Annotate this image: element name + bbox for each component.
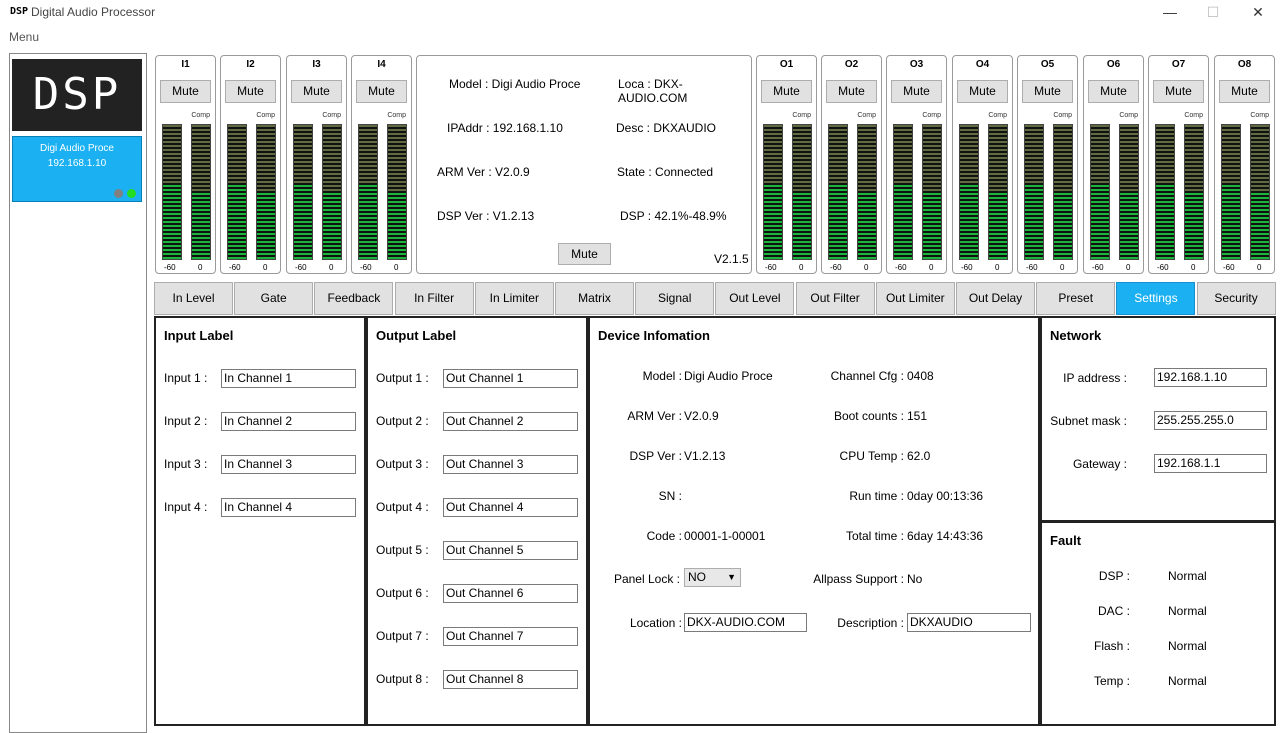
subnet-mask-input[interactable]: 255.255.255.0 [1154,411,1267,430]
network-panel [1040,316,1276,522]
meter-scale-min: -60 [1223,263,1235,272]
channel-cfg-label: Channel Cfg : [830,369,904,383]
comp-label: Comp [1119,112,1138,119]
input-name-field[interactable]: In Channel 2 [221,412,356,431]
channel-name: O5 [1040,59,1055,70]
level-meter-fill [960,185,978,259]
input-label-panel [154,316,366,726]
meter-scale-min: -60 [164,263,176,272]
tab-in-filter[interactable]: In Filter [395,282,474,315]
tab-preset[interactable]: Preset [1036,282,1115,315]
channel-strip [821,55,882,274]
input-label: Input 3 : [164,457,208,471]
meter-scale-max: 0 [995,263,1000,272]
comp-meter-fill [923,192,941,259]
channel-mute-button[interactable]: Mute [826,80,877,103]
channel-strip [286,55,347,274]
comp-label: Comp [322,112,341,119]
network-title: Network [1050,328,1102,343]
level-meter [1155,124,1175,260]
level-meter-fill [1156,185,1174,259]
comp-meter [256,124,276,260]
fault-status: Normal [1168,604,1207,618]
channel-mute-button[interactable]: Mute [761,80,812,103]
level-meter-fill [894,185,912,259]
tab-out-limiter[interactable]: Out Limiter [876,282,955,315]
input-name-field[interactable]: In Channel 4 [221,498,356,517]
dsp-ver-value: V1.2.13 [684,449,726,463]
channel-mute-button[interactable]: Mute [1219,80,1270,103]
title-bar [0,0,1281,26]
arm-ver-value: V2.0.9 [684,409,719,423]
input-label: Input 4 : [164,500,208,514]
level-meter [1221,124,1241,260]
summary-dsp-ver: DSP Ver : V1.2.13 [437,209,535,223]
channel-name: O3 [909,59,924,70]
sn-label: SN : [658,489,682,503]
channel-name: O2 [844,59,859,70]
fault-label: DAC : [1097,604,1130,618]
channel-name: O7 [1171,59,1186,70]
tab-bar [154,282,1276,316]
meter-scale-max: 0 [1126,263,1131,272]
output-label: Output 7 : [376,629,429,643]
comp-label: Comp [1184,112,1203,119]
channel-strip [952,55,1013,274]
meter-scale-max: 0 [263,263,268,272]
input-name-field[interactable]: In Channel 1 [221,369,356,388]
output-label: Output 3 : [376,457,429,471]
comp-meter-fill [192,192,210,259]
meter-scale-min: -60 [961,263,973,272]
panel-lock-value: NO [688,570,706,584]
level-meter-fill [359,185,377,259]
channel-mute-button[interactable]: Mute [356,80,407,103]
run-time-value: 0day 00:13:36 [907,489,984,503]
output-label-panel [366,316,588,726]
fault-status: Normal [1168,639,1207,653]
summary-model: Model : Digi Audio Proce [449,77,581,91]
meter-scale-max: 0 [394,263,399,272]
channel-name: I1 [181,59,190,70]
comp-label: Comp [256,112,275,119]
comp-meter [857,124,877,260]
device-ip: 192.168.1.10 [47,158,107,169]
comp-meter [922,124,942,260]
meter-scale-max: 0 [1257,263,1262,272]
level-meter [227,124,247,260]
summary-desc: Desc : DKXAUDIO [616,121,717,135]
channel-strip [756,55,817,274]
tab-security[interactable]: Security [1197,282,1276,315]
level-meter-fill [294,185,312,259]
output-label: Output 5 : [376,543,429,557]
maximize-button[interactable]: ☐ [1206,4,1220,20]
status-dot-icon [114,189,123,198]
tab-settings[interactable]: Settings [1116,282,1195,315]
level-meter-fill [163,185,181,259]
output-name-field[interactable]: Out Channel 2 [443,412,578,431]
fault-label: Temp : [1093,674,1130,688]
comp-meter-fill [388,192,406,259]
channel-mute-button[interactable]: Mute [957,80,1008,103]
meter-scale-max: 0 [329,263,334,272]
input-label: Input 2 : [164,414,208,428]
channel-name: I3 [312,59,321,70]
tab-feedback[interactable]: Feedback [314,282,393,315]
comp-label: Comp [191,112,210,119]
total-time-value: 6day 14:43:36 [907,529,984,543]
channel-strip [220,55,281,274]
channel-name: I2 [246,59,255,70]
level-meter [828,124,848,260]
comp-label: Comp [1250,112,1269,119]
channel-strip [1148,55,1209,274]
channel-strip [155,55,216,274]
comp-meter [387,124,407,260]
output-label: Output 2 : [376,414,429,428]
tab-in-level[interactable]: In Level [154,282,233,315]
output-label: Output 6 : [376,586,429,600]
connected-dot-icon [127,189,136,198]
level-meter-fill [1025,185,1043,259]
comp-label: Comp [387,112,406,119]
comp-label: Comp [922,112,941,119]
code-label: Code : [646,529,682,543]
level-meter-fill [228,185,246,259]
tab-out-filter[interactable]: Out Filter [796,282,875,315]
channel-strip [351,55,412,274]
dsp-ver-label: DSP Ver : [629,449,682,463]
level-meter [763,124,783,260]
device-list-panel [9,53,147,733]
ip-address-label: IP address : [1063,371,1127,385]
input-name-field[interactable]: In Channel 3 [221,455,356,474]
channel-strip [1214,55,1275,274]
comp-meter-fill [1185,192,1203,259]
comp-meter-fill [1054,192,1072,259]
meter-scale-min: -60 [895,263,907,272]
level-meter-fill [764,185,782,259]
output-name-field[interactable]: Out Channel 5 [443,541,578,560]
channel-strip [886,55,947,274]
meter-scale-max: 0 [864,263,869,272]
comp-meter [1184,124,1204,260]
tab-out-delay[interactable]: Out Delay [956,282,1035,315]
channel-mute-button[interactable]: Mute [1022,80,1073,103]
fault-label: Flash : [1093,639,1130,653]
gateway-label: Gateway : [1072,457,1127,471]
device-name: Digi Audio Proce [40,143,114,154]
level-meter [959,124,979,260]
arm-ver-label: ARM Ver : [627,409,682,423]
meter-scale-min: -60 [229,263,241,272]
tab-matrix[interactable]: Matrix [555,282,634,315]
gateway-input[interactable]: 192.168.1.1 [1154,454,1267,473]
output-name-field[interactable]: Out Channel 8 [443,670,578,689]
level-meter [1090,124,1110,260]
tab-out-level[interactable]: Out Level [715,282,794,315]
level-meter-fill [1222,185,1240,259]
meter-scale-min: -60 [1157,263,1169,272]
cpu-temp-label: CPU Temp : [839,449,904,463]
cpu-temp-value: 62.0 [907,449,931,463]
comp-label: Comp [857,112,876,119]
input-label-title: Input Label [164,328,234,343]
comp-meter-fill [858,192,876,259]
meter-scale-max: 0 [1191,263,1196,272]
comp-meter [322,124,342,260]
meter-scale-min: -60 [1092,263,1104,272]
input-label: Input 1 : [164,371,208,385]
channel-name: O6 [1106,59,1121,70]
fault-label: DSP : [1098,569,1130,583]
tab-gate[interactable]: Gate [234,282,313,315]
fault-panel [1040,521,1276,726]
channel-name: I4 [377,59,386,70]
output-name-field[interactable]: Out Channel 1 [443,369,578,388]
tab-in-limiter[interactable]: In Limiter [475,282,554,315]
channel-cfg-value: 0408 [907,369,934,383]
device-info-title: Device Infomation [598,328,710,343]
meter-scale-max: 0 [929,263,934,272]
level-meter [293,124,313,260]
level-meter [358,124,378,260]
menu[interactable]: Menu [9,30,40,44]
channel-name: O4 [975,59,990,70]
tab-signal[interactable]: Signal [635,282,714,315]
fault-title: Fault [1050,533,1082,548]
meter-scale-min: -60 [295,263,307,272]
meter-scale-max: 0 [1060,263,1065,272]
output-name-field[interactable]: Out Channel 7 [443,627,578,646]
comp-meter [792,124,812,260]
dsp-logo: DSP [12,59,142,131]
allpass-label: Allpass Support : [813,572,904,586]
software-version: V2.1.5 [714,252,749,266]
channel-strip [1083,55,1144,274]
description-input[interactable]: DKXAUDIO [907,613,1031,632]
panel-lock-select[interactable] [684,568,741,587]
location-label: Location : [629,616,682,630]
comp-meter [1053,124,1073,260]
model-label: Model : [642,369,682,383]
ip-address-input[interactable]: 192.168.1.10 [1154,368,1267,387]
fault-status: Normal [1168,674,1207,688]
boot-counts-label: Boot counts : [833,409,904,423]
comp-label: Comp [792,112,811,119]
output-label-title: Output Label [376,328,457,343]
channel-mute-button[interactable]: Mute [291,80,342,103]
model-value: Digi Audio Proce [684,369,773,383]
output-label: Output 1 : [376,371,429,385]
comp-meter [191,124,211,260]
panel-lock-label: Panel Lock : [613,572,680,586]
allpass-value: No [907,572,923,586]
boot-counts-value: 151 [907,409,928,423]
total-time-label: Total time : [845,529,904,543]
channel-mute-button[interactable]: Mute [225,80,276,103]
comp-meter-fill [1251,192,1269,259]
comp-meter-fill [793,192,811,259]
window-title: Digital Audio Processor [31,5,156,19]
output-name-field[interactable]: Out Channel 3 [443,455,578,474]
output-label: Output 4 : [376,500,429,514]
close-button[interactable]: ✕ [1252,4,1264,20]
device-summary-box [416,55,752,274]
location-input[interactable]: DKX-AUDIO.COM [684,613,807,632]
output-label: Output 8 : [376,672,429,686]
channel-strip [1017,55,1078,274]
summary-ip: IPAddr : 192.168.1.10 [447,121,563,135]
meter-scale-max: 0 [799,263,804,272]
channel-mute-button[interactable]: Mute [1153,80,1204,103]
description-label: Description : [837,616,904,630]
comp-meter-fill [257,192,275,259]
app-logo-icon: DSP [10,6,29,17]
comp-meter-fill [323,192,341,259]
comp-label: Comp [1053,112,1072,119]
summary-location: Loca : DKX-AUDIO.COM [618,77,688,105]
meter-scale-max: 0 [198,263,203,272]
level-meter [893,124,913,260]
master-mute-button[interactable]: Mute [558,243,611,265]
meter-scale-min: -60 [1026,263,1038,272]
channel-mute-button[interactable]: Mute [891,80,942,103]
minimize-button[interactable]: — [1163,4,1177,20]
channel-mute-button[interactable]: Mute [160,80,211,103]
channel-name: O1 [779,59,794,70]
fault-status: Normal [1168,569,1207,583]
comp-meter-fill [989,192,1007,259]
level-meter [1024,124,1044,260]
comp-label: Comp [988,112,1007,119]
channel-name: O8 [1237,59,1252,70]
comp-meter [988,124,1008,260]
meter-scale-min: -60 [830,263,842,272]
subnet-mask-label: Subnet mask : [1050,414,1127,428]
level-meter [162,124,182,260]
level-meter-fill [829,185,847,259]
summary-arm-ver: ARM Ver : V2.0.9 [437,165,530,179]
summary-dsp-load: DSP : 42.1%-48.9% [620,209,727,223]
meter-scale-min: -60 [765,263,777,272]
comp-meter [1119,124,1139,260]
chevron-down-icon: ▼ [727,572,736,582]
run-time-label: Run time : [849,489,904,503]
summary-state: State : Connected [617,165,714,179]
device-card[interactable] [12,136,142,202]
device-info-panel [588,316,1040,726]
code-value: 00001-1-00001 [684,529,766,543]
channel-mute-button[interactable]: Mute [1088,80,1139,103]
output-name-field[interactable]: Out Channel 4 [443,498,578,517]
comp-meter [1250,124,1270,260]
level-meter-fill [1091,185,1109,259]
output-name-field[interactable]: Out Channel 6 [443,584,578,603]
meter-scale-min: -60 [360,263,372,272]
comp-meter-fill [1120,192,1138,259]
